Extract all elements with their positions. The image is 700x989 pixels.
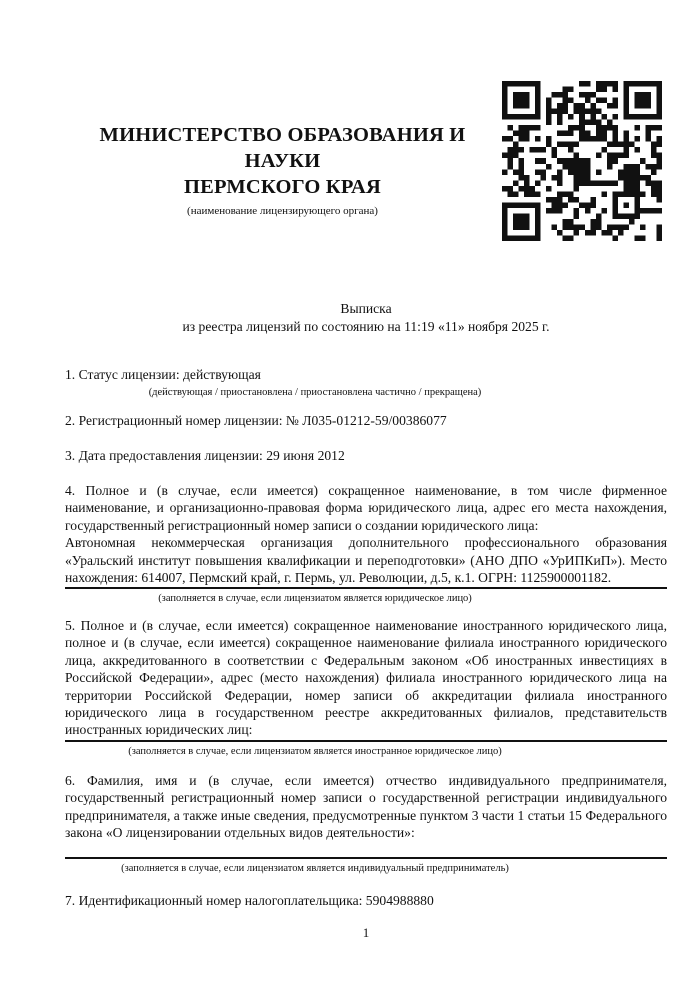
page-number: 1 (362, 925, 370, 940)
item-foreign-entity (65, 617, 667, 739)
item-foreign-entity-caption: (заполняется в случае, если лицензиатом является иностранное юридическое лицо) (128, 746, 502, 757)
item-entrepreneur-intro: 6. Фамилия, имя и (в случае, если имеется) отчество индивидуального предпринимателя, государственный регистрационный номер записи о государственной регистрации индивидуального предпринимателя, а также иные сведения, предусмотренные пунктом 3 части 1 статьи 15 Федерального закона «О лицензировании отдельных видов деятельности»: (65, 773, 667, 841)
item-entrepreneur-caption: (заполняется в случае, если лицензиатом является индивидуальный предприниматель) (121, 863, 509, 874)
item-license-status: 1. Статус лицензии: действующая (65, 367, 261, 382)
document-title (65, 300, 667, 335)
item-license-status-caption: (действующая / приостановлена / приостановлена частично / прекращена) (148, 387, 482, 398)
item-legal-entity-value: Автономная некоммерческая организация дополнительного профессионального образования «Уральский институт повышения квалификации и переподготовки» (АНО ДПО «УрИПКиП»). Место нахождения: 614007, Пермский край, г. Пермь, ул. Революции, д.5, к.1. ОГРН: 1125900001182. (65, 535, 667, 586)
fill-line-entrepreneur (65, 857, 667, 859)
ministry-name (65, 122, 500, 200)
document-title-line2: из реестра лицензий по состоянию на 11:19 «11» ноября 2025 г. (182, 318, 550, 334)
item-foreign-entity-intro: 5. Полное и (в случае, если имеется) сокращенное наименование иностранного юридического лица, полное и (в случае, если имеется) сокращенное наименование филиала иностранного юридического лица, аккредитованного в соответствии с Федеральным законом «Об иностранных инвестициях в Российской Федерации», адрес (место нахождения) филиала иностранного юридического лица на территории Российской Федерации, номер записи об аккредитации филиала иностранного юридического лица в государственном реестре аккредитованных филиалов, представительств иностранных юридических лиц: (65, 618, 667, 738)
licensing-authority-caption: (наименование лицензирующего органа) (187, 205, 378, 217)
document-title-line1: Выписка (340, 301, 392, 316)
ministry-name-line1: МИНИСТЕРСТВО ОБРАЗОВАНИЯ И НАУКИ (99, 124, 466, 172)
item-legal-entity-intro: 4. Полное и (в случае, если имеется) сокращенное наименование, в том числе фирменное наименование, и организационно-правовая форма юридического лица, адрес его места нахождения, государственный регистрационный номер записи о создании юридического лица: (65, 483, 667, 533)
item-legal-entity-caption: (заполняется в случае, если лицензиатом является юридическое лицо) (158, 593, 472, 604)
header (65, 122, 500, 218)
qr-code-icon (502, 81, 662, 241)
item-entrepreneur (65, 772, 667, 842)
item-registration-number: 2. Регистрационный номер лицензии: № Л035-01212-59/00386077 (65, 413, 447, 428)
ministry-name-line2: ПЕРМСКОГО КРАЯ (184, 176, 381, 198)
fill-line-legal-entity (65, 587, 667, 589)
fill-line-foreign-entity (65, 740, 667, 742)
item-legal-entity (65, 482, 667, 586)
item-taxpayer-number: 7. Идентификационный номер налогоплательщика: 5904988880 (65, 893, 434, 908)
item-license-date: 3. Дата предоставления лицензии: 29 июня 2012 (65, 448, 345, 463)
